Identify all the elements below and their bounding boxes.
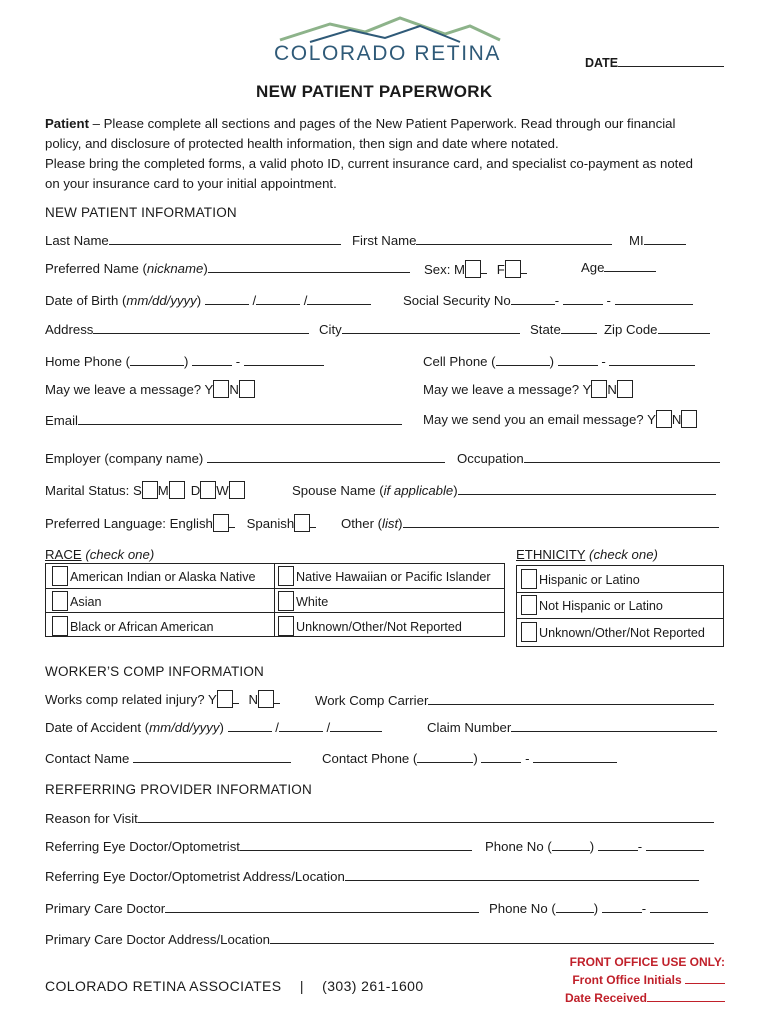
ethnicity-option[interactable]: Hispanic or Latino <box>521 569 640 589</box>
sex-male-checkbox[interactable] <box>465 260 481 278</box>
reason-for-visit-field[interactable]: Reason for Visit <box>45 810 714 826</box>
contact-phone-field[interactable]: Contact Phone ( ) - <box>322 750 617 766</box>
race-option[interactable]: White <box>278 591 328 611</box>
intro-line1: – Please complete all sections and pages of the New Patient Paperwork. Read through our financial policy, and disclosure of protected health information, then sign and date where notated. <box>45 116 676 151</box>
ethnicity-checkbox[interactable] <box>521 622 537 642</box>
works-comp-no-checkbox[interactable] <box>258 690 274 708</box>
ethnicity-heading: ETHNICITY (check one) <box>516 547 658 562</box>
language-spanish-checkbox[interactable] <box>294 514 310 532</box>
race-checkbox[interactable] <box>52 566 68 586</box>
claim-number-field[interactable]: Claim Number <box>427 719 717 735</box>
mi-field[interactable]: MI <box>629 232 686 248</box>
other-language-field[interactable]: Other (list) <box>341 515 719 531</box>
race-checkbox[interactable] <box>278 591 294 611</box>
referring-doctor-address-field[interactable]: Referring Eye Doctor/Optometrist Address/Location <box>45 868 699 884</box>
race-checkbox[interactable] <box>278 566 294 586</box>
email-message-no-checkbox[interactable] <box>681 410 697 428</box>
section-heading-workers-comp: WORKER’S COMP INFORMATION <box>45 664 265 679</box>
marital-single-checkbox[interactable] <box>142 481 158 499</box>
front-office-initials-field[interactable]: Front Office Initials <box>572 972 725 987</box>
primary-care-phone-field[interactable]: Phone No ( ) - <box>489 900 708 916</box>
state-field[interactable]: State <box>530 321 597 337</box>
referring-doctor-field[interactable]: Referring Eye Doctor/Optometrist <box>45 838 472 854</box>
home-message-yes-checkbox[interactable] <box>213 380 229 398</box>
section-heading-referring: RERFERRING PROVIDER INFORMATION <box>45 782 312 797</box>
occupation-field[interactable]: Occupation <box>457 450 720 466</box>
date-received-field[interactable]: Date Received <box>565 990 725 1005</box>
cell-message-no-checkbox[interactable] <box>617 380 633 398</box>
intro-lead: Patient <box>45 116 89 131</box>
language-english-checkbox[interactable] <box>213 514 229 532</box>
race-checkbox[interactable] <box>278 616 294 636</box>
last-name-field[interactable]: Last Name <box>45 232 341 248</box>
email-message-yes-checkbox[interactable] <box>656 410 672 428</box>
age-field[interactable]: Age <box>581 259 656 275</box>
ethnicity-table <box>516 565 724 647</box>
home-phone-field[interactable]: Home Phone ( ) - <box>45 353 324 369</box>
ethnicity-option[interactable]: Not Hispanic or Latino <box>521 595 663 615</box>
email-message-field: May we send you an email message? Y N <box>423 410 697 428</box>
primary-care-doctor-field[interactable]: Primary Care Doctor <box>45 900 479 916</box>
footer-phone: (303) 261-1600 <box>322 978 424 994</box>
logo-text: COLORADO RETINA <box>274 42 502 65</box>
intro-paragraph-2: Please bring the completed forms, a valid photo ID, current insurance card, and specialist co-payment as noted on your insurance card to your initial appointment. <box>45 156 693 191</box>
mountain-logo-icon <box>270 14 510 44</box>
marital-widowed-checkbox[interactable] <box>229 481 245 499</box>
first-name-field[interactable]: First Name <box>352 232 612 248</box>
ethnicity-checkbox[interactable] <box>521 569 537 589</box>
contact-name-field[interactable]: Contact Name <box>45 750 291 766</box>
marital-divorced-checkbox[interactable] <box>200 481 216 499</box>
footer-org-name: COLORADO RETINA ASSOCIATES <box>45 978 282 994</box>
dob-field[interactable]: Date of Birth (mm/dd/yyyy) / / <box>45 292 371 308</box>
section-heading-patient: NEW PATIENT INFORMATION <box>45 205 237 220</box>
date-of-accident-field[interactable]: Date of Accident (mm/dd/yyyy) / / <box>45 719 382 735</box>
race-option[interactable]: Black or African American <box>52 616 214 636</box>
sex-female-checkbox[interactable] <box>505 260 521 278</box>
race-option[interactable]: American Indian or Alaska Native <box>52 566 256 586</box>
city-field[interactable]: City <box>319 321 520 337</box>
race-heading: RACE (check one) <box>45 547 155 562</box>
email-field[interactable]: Email <box>45 412 402 428</box>
logo <box>270 14 510 70</box>
home-leave-message-field: May we leave a message? Y N <box>45 380 255 398</box>
intro-paragraph-1 <box>45 114 705 154</box>
page-title: NEW PATIENT PAPERWORK <box>256 82 493 101</box>
ethnicity-checkbox[interactable] <box>521 595 537 615</box>
date-field[interactable] <box>585 54 724 70</box>
address-field[interactable]: Address <box>45 321 309 337</box>
cell-leave-message-field: May we leave a message? Y N <box>423 380 633 398</box>
works-comp-injury-field: Works comp related injury? Y N <box>45 690 280 708</box>
works-comp-yes-checkbox[interactable] <box>217 690 233 708</box>
race-option[interactable]: Native Hawaiian or Pacific Islander <box>278 566 491 586</box>
marital-married-checkbox[interactable] <box>169 481 185 499</box>
employer-field[interactable]: Employer (company name) <box>45 450 445 466</box>
sex-field: Sex: M F <box>424 260 527 278</box>
race-checkbox[interactable] <box>52 591 68 611</box>
footer-org <box>45 978 424 994</box>
ssn-field[interactable]: Social Security No - - <box>403 292 693 308</box>
home-message-no-checkbox[interactable] <box>239 380 255 398</box>
race-checkbox[interactable] <box>52 616 68 636</box>
language-field: Preferred Language: English Spanish <box>45 514 316 532</box>
preferred-name-field[interactable]: Preferred Name (nickname) <box>45 260 410 276</box>
primary-care-address-field[interactable]: Primary Care Doctor Address/Location <box>45 931 714 947</box>
spouse-name-field[interactable]: Spouse Name (if applicable) <box>292 482 716 498</box>
race-option[interactable]: Unknown/Other/Not Reported <box>278 616 462 636</box>
cell-message-yes-checkbox[interactable] <box>591 380 607 398</box>
referring-doctor-phone-field[interactable]: Phone No ( ) - <box>485 838 704 854</box>
work-comp-carrier-field[interactable]: Work Comp Carrier <box>315 692 714 708</box>
marital-status-field: Marital Status: S M D W <box>45 481 245 499</box>
footer-separator: | <box>299 978 304 994</box>
zip-field[interactable]: Zip Code <box>604 321 710 337</box>
race-table <box>45 563 505 637</box>
ethnicity-option[interactable]: Unknown/Other/Not Reported <box>521 622 705 642</box>
cell-phone-field[interactable]: Cell Phone ( ) - <box>423 353 695 369</box>
race-option[interactable]: Asian <box>52 591 102 611</box>
front-office-heading: FRONT OFFICE USE ONLY: <box>569 955 725 969</box>
date-label: DATE <box>585 56 619 70</box>
